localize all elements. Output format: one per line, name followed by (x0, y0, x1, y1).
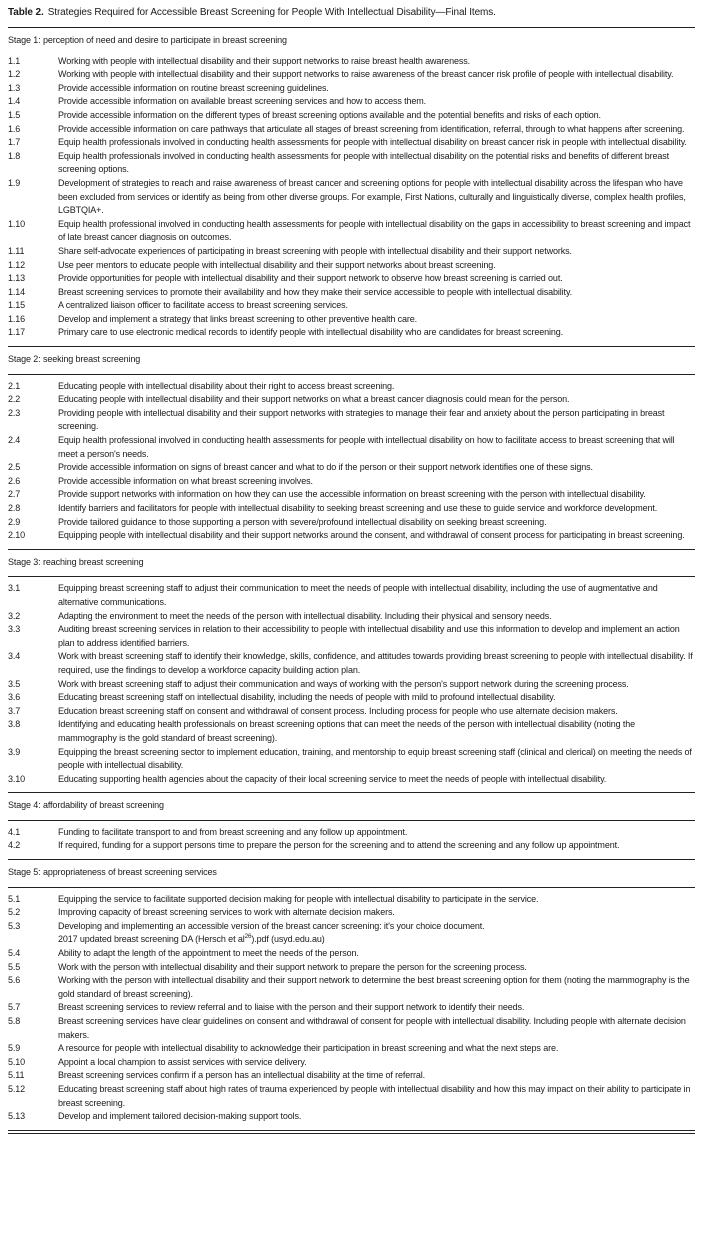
item-text: Provide accessible information on care pathways that articulate all stages of breast screening from identification, referral, through to what happens after screening. (58, 123, 685, 134)
item-text: Auditing breast screening services in relation to their accessibility to people with intellectual disability and use this information to develop and implement an action plan to address identified barriers. (58, 624, 680, 648)
item-number: 5.12 (8, 1083, 26, 1094)
table-caption-label: Table 2. (8, 7, 44, 18)
item-number: 1.17 (8, 327, 26, 338)
citation-superscript: 26 (244, 933, 252, 941)
item-text: Breast screening services to promote their availability and how they make their service accessible to people with intellectual disability. (58, 286, 573, 297)
item-text: Provide accessible information on available breast screening services and how to access them. (58, 96, 427, 107)
section-rule-below (8, 576, 695, 577)
item-number: 2.8 (8, 503, 21, 513)
item-text: Equip health professional involved in conducting health assessments for people with intellectual disability on the gaps in accessibility to breast screening and impact of late breast cancer diagnosis on outcomes. (58, 218, 691, 243)
item-text: Working with people with intellectual disability and their support networks to raise breast health awareness. (58, 55, 470, 66)
item-number: 4.1 (8, 826, 21, 837)
item-text: Educating supporting health agencies about the capacity of their local screening service to meet the needs of people with intellectual disability. (58, 773, 607, 784)
item-text: Work with the person with intellectual disability and their support network to prepare the person for the screening process. (58, 961, 527, 972)
item-text: Primary care to use electronic medical records to identify people with intellectual disability who are candidates for breast screening. (58, 327, 564, 338)
item-number: 3.1 (8, 583, 21, 594)
stage-heading: Stage 1: perception of need and desire to participate in breast screening (8, 35, 287, 45)
stage-heading: Stage 5: appropriateness of breast screening services (8, 867, 217, 878)
item-number: 5.1 (8, 893, 21, 904)
extra-line-post: ).pdf (usyd.edu.au) (251, 934, 325, 945)
item-text: Educating people with intellectual disability and their support networks on what a breast cancer diagnosis could mean for the person. (58, 394, 570, 405)
item-number: 3.3 (8, 624, 21, 635)
item-number: 1.16 (8, 313, 26, 324)
item-number: 5.9 (8, 1043, 21, 1054)
item-text: Provide accessible information on routine breast screening guidelines. (58, 82, 329, 93)
table-caption (8, 5, 695, 20)
stage-items (8, 826, 695, 853)
item-number: 1.5 (8, 109, 21, 120)
item-number: 2.3 (8, 407, 21, 418)
item-number: 4.2 (8, 840, 21, 851)
item-number: 1.15 (8, 300, 26, 311)
item-number: 2.9 (8, 516, 21, 527)
item-number: 5.11 (8, 1070, 25, 1081)
section-rule-below (8, 820, 695, 821)
item-text: Provide accessible information on signs of breast cancer and what to do if the person or their support network identifies one of these signs. (58, 462, 593, 473)
item-text: Equipping the breast screening sector to implement education, training, and mentorship to equip breast screening staff (clinical and clerical) on meeting the needs of people with intellectual disability. (58, 746, 692, 771)
item-text: Provide support networks with information on how they can use the accessible information on breast screening with the person with intellectual disability. (58, 489, 646, 500)
table-body (8, 34, 695, 1124)
section-rule-below (8, 374, 695, 375)
item-number: 5.13 (8, 1111, 26, 1122)
section-rule-above (8, 859, 695, 860)
item-number: 2.4 (8, 435, 21, 446)
item-number: 1.11 (8, 245, 25, 256)
item-text: Developing and implementing an accessible version of the breast cancer screening: it's your choice document. 2017 updated breast screening DA (Hersch et $al^{26}).pdf$ (usyd.edu.au) (58, 920, 695, 947)
item-number: 1.4 (8, 96, 21, 107)
item-text: Educating breast screening staff about high rates of trauma experienced by people with intellectual disability and how this may impact on their ability to participate in breast screening. (58, 1083, 691, 1108)
item-number: 3.9 (8, 746, 21, 757)
item-number: 5.3 (8, 920, 21, 931)
stage-items (8, 380, 695, 543)
item-number: 2.7 (8, 489, 21, 500)
item-text: Adapting the environment to meet the needs of the person with intellectual disability. Including their physical and sensory needs. (58, 610, 552, 621)
item-number: 2.1 (8, 380, 21, 391)
extra-line-pre: 2017 updated breast screening DA (Hersch et al (58, 934, 245, 945)
item-text: Provide opportunities for people with intellectual disability and their support network to observe how breast screening is carried out. (58, 273, 563, 284)
item-text: Provide accessible information on the different types of breast screening options available and the potential benefits and risks of each option. (58, 109, 601, 120)
item-number: 5.6 (8, 975, 21, 986)
item-number: 1.2 (8, 69, 21, 80)
item-text: Appoint a local champion to assist services with service delivery. (58, 1056, 307, 1067)
item-text: Share self-advocate experiences of participating in breast screening with people with intellectual disability and their support networks. (58, 245, 572, 256)
item-number: 3.5 (8, 678, 21, 689)
item-number: 1.1 (8, 55, 21, 66)
item-text: Improving capacity of breast screening services to work with alternate decision makers. (58, 907, 395, 918)
section-rule-below (8, 887, 695, 888)
section-rule-above (8, 549, 695, 550)
item-number: 3.4 (8, 651, 21, 662)
item-text: Identifying and educating health professionals on breast screening options that can meet the needs of the person with intellectual disability (noting the mammography is the gold standard of breast screening). (58, 719, 636, 743)
item-text: Equip health professional involved in conducting health assessments for people with intellectual disability on how to facilitate access to breast screening that will meet a person's needs. (58, 435, 675, 459)
item-text: Equip health professionals involved in conducting health assessments for people with intellectual disability on the potential risks and benefits of different breast screening options. (58, 150, 670, 175)
item-number: 1.9 (8, 177, 21, 188)
item-number: 1.6 (8, 123, 21, 134)
item-number: 5.8 (8, 1016, 21, 1026)
item-number: 5.10 (8, 1056, 26, 1067)
item-number: 3.7 (8, 705, 21, 716)
item-number: 5.7 (8, 1002, 21, 1013)
stage-items (8, 582, 695, 786)
item-number: 3.8 (8, 719, 21, 730)
item-number: 1.14 (8, 286, 26, 297)
item-text: If required, funding for a support persons time to prepare the person for the screening and to attend the screening and any follow up appointment. (58, 840, 620, 851)
item-text: Provide accessible information on what breast screening involves. (58, 475, 313, 486)
item-number: 5.2 (8, 907, 21, 918)
item-number: 2.5 (8, 462, 21, 473)
item-text: Working with people with intellectual disability and their support networks to raise awareness of the breast cancer risk profile of people with intellectual disability. (58, 69, 674, 80)
item-text: Ability to adapt the length of the appointment to meet the needs of the person. (58, 948, 359, 959)
item-text: A resource for people with intellectual disability to acknowledge their participation in breast screening and what the next steps are. (58, 1043, 559, 1054)
stage-items (8, 55, 695, 340)
stage-heading: Stage 3: reaching breast screening (8, 556, 144, 567)
item-text: Develop and implement a strategy that links breast screening to other preventive health care. (58, 313, 418, 324)
item-number: 1.13 (8, 273, 26, 284)
table-bottom-rule (8, 1130, 695, 1134)
item-text: Providing people with intellectual disability and their support networks with strategies to manage their fear and anxiety about the person participating in breast screening. (58, 407, 665, 432)
item-text: Breast screening services confirm if a person has an intellectual disability at the time of referral. (58, 1070, 426, 1081)
item-text: Educating breast screening staff on intellectual disability, including the needs of people with mild to profound intellectual disability. (58, 692, 556, 703)
item-number: 1.3 (8, 82, 21, 93)
item-number: 3.10 (8, 773, 26, 784)
item-text: Use peer mentors to educate people with intellectual disability and their support networks about breast screening. (58, 259, 496, 270)
stage-heading: Stage 2: seeking breast screening (8, 354, 141, 365)
item-text: Funding to facilitate transport to and from breast screening and any follow up appointment. (58, 826, 408, 837)
section-rule-above (8, 792, 695, 793)
caption-rule (8, 27, 695, 28)
item-number: 5.4 (8, 948, 21, 959)
item-number: 1.10 (8, 218, 26, 229)
item-text: Development of strategies to reach and raise awareness of breast cancer and screening options for people with intellectual disability across the lifespan who have been excluded from services or identify as being from other diverse groups. For example, First Nations, culturally and linguistically diverse, complex health profiles, LGBTQIA+. (58, 177, 686, 216)
item-extra-line (58, 933, 693, 947)
item-number: 2.2 (8, 394, 21, 405)
item-number: 2.10 (8, 530, 26, 541)
item-text: Equipping the service to facilitate supported decision making for people with intellectual disability to participate in the service. (58, 893, 539, 904)
stage-items (8, 893, 695, 1124)
item-text: Provide tailored guidance to those supporting a person with severe/profound intellectual disability on seeking breast screening. (58, 516, 547, 527)
item-text: Equip health professionals involved in conducting health assessments for people with intellectual disability on breast cancer risk in people with intellectual disability. (58, 137, 687, 148)
item-text: Equipping people with intellectual disability and their support networks around the consent, and withdrawal of consent process for participating in breast screening. (58, 530, 685, 541)
item-number: 3.2 (8, 610, 21, 621)
item-text: Breast screening services to review referral and to liaise with the person and their support network to identify their needs. (58, 1002, 525, 1013)
item-text: Breast screening services have clear guidelines on consent and withdrawal of consent for people with intellectual disability. Including people with alternate decision makers. (58, 1016, 686, 1040)
item-text: Identify barriers and facilitators for people with intellectual disability to seeking breast screening and use these to guide service and workforce development. (58, 503, 658, 513)
section-rule-above (8, 346, 695, 347)
item-number: 1.8 (8, 150, 21, 161)
item-number: 2.6 (8, 475, 21, 486)
item-text: Work with breast screening staff to adjust their communication and ways of working with the person's support network during the screening process. (58, 678, 629, 689)
item-text: Equipping breast screening staff to adjust their communication to meet the needs of people with intellectual disability, including the use of augmentative and alternative communications. (58, 583, 658, 607)
item-text: Develop and implement tailored decision-making support tools. (58, 1111, 302, 1122)
item-number: 1.7 (8, 137, 21, 148)
item-text: Working with the person with intellectual disability and their support network to determine the best breast screening option for them (noting the mammography is the gold standard of breast screening). (58, 975, 690, 999)
item-number: 1.12 (8, 259, 26, 270)
item-text: A centralized liaison officer to facilitate access to breast screening services. (58, 300, 348, 311)
item-number: 3.6 (8, 692, 21, 703)
table-caption-title: Strategies Required for Accessible Breast Screening for People With Intellectual Disability—Final Items. (47, 7, 496, 18)
item-text: Education breast screening staff on consent and withdrawal of consent process. Including process for people who use alternate decision makers. (58, 705, 618, 716)
stage-heading: Stage 4: affordability of breast screening (8, 800, 164, 811)
item-text: Work with breast screening staff to identify their knowledge, skills, confidence, and attitudes towards providing breast screening to people with intellectual disability. If required, use the findings to develop a workforce capacity building action plan. (58, 651, 693, 675)
item-number: 5.5 (8, 961, 21, 972)
item-text: Educating people with intellectual disability about their right to access breast screening. (58, 380, 395, 391)
